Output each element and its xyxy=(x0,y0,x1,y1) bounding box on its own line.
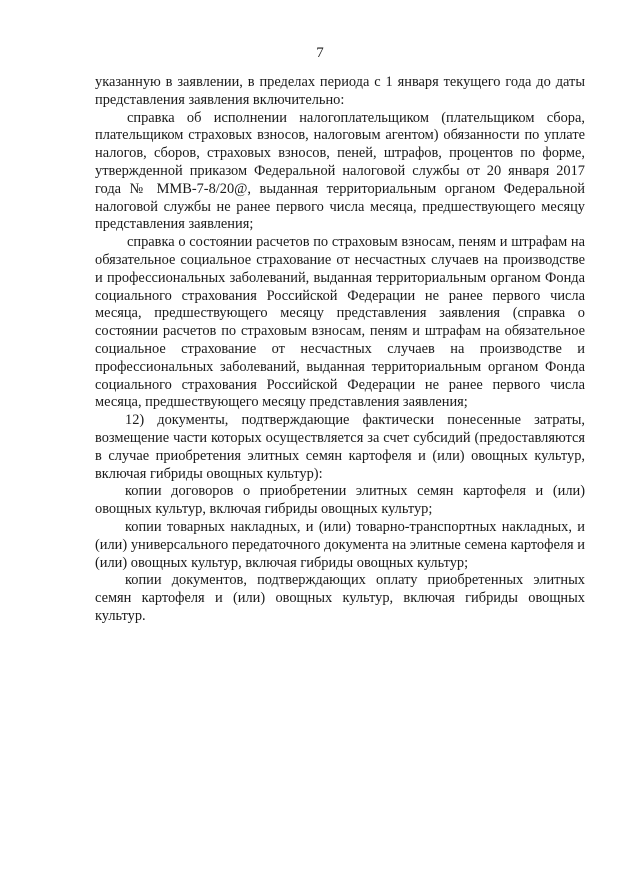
paragraph-tax-certificate: справка об исполнении налогоплательщиком (плательщиком сбора, плательщиком страховых взносов, налоговым агентом) обязанности по уплате налогов, сборов, страховых взносов, пеней, штрафов, процентов по форме, утвержденной приказом Федеральной налоговой службы от 20 января 2017 года № ММВ-7-8/20@, выданная территориальным органом Федеральной налоговой службы не ранее первого числа месяца, предшествующего месяцу представления заявления; xyxy=(95,109,585,233)
paragraph-insurance-certificate: справка о состоянии расчетов по страховым взносам, пеням и штрафам на обязательное социальное страхование от несчастных случаев на производстве и профессиональных заболеваний, выданная территориальным органом Фонда социального страхования Российской Федерации не ранее первого числа месяца, предшествующего месяцу представления заявления (справка о состоянии расчетов по страховым взносам, пеням и штрафам на обязательное социальное страхование от несчастных случаев на производстве и профессиональных заболеваний, выданная территориальным органом Фонда социального страхования Российской Федерации не ранее первого числа месяца, предшествующего месяцу представления заявления; xyxy=(95,234,585,411)
paragraph-invoice-copies: копии товарных накладных, и (или) товарно-транспортных накладных, и (или) универсального передаточного документа на элитные семена картофеля и (или) овощных культур, включая гибриды овощных культур; xyxy=(95,518,585,571)
page-number: 7 xyxy=(316,45,324,61)
paragraph-contract-copies: копии договоров о приобретении элитных семян картофеля и (или) овощных культур, включая гибриды овощных культур; xyxy=(95,483,585,518)
paragraph-item-12: 12) документы, подтверждающие фактически понесенные затраты, возмещение части которых осуществляется за счет субсидий (предоставляются в случае приобретения элитных семян картофеля и (или) овощных культур, включая гибриды овощных культур): xyxy=(95,412,585,482)
paragraph-payment-copies: копии документов, подтверждающих оплату приобретенных элитных семян картофеля и (или) овощных культур, включая гибриды овощных культур. xyxy=(95,572,585,624)
document-body xyxy=(95,74,585,626)
paragraph-continuation: указанную в заявлении, в пределах периода с 1 января текущего года до даты представления заявления включительно: xyxy=(95,74,585,108)
